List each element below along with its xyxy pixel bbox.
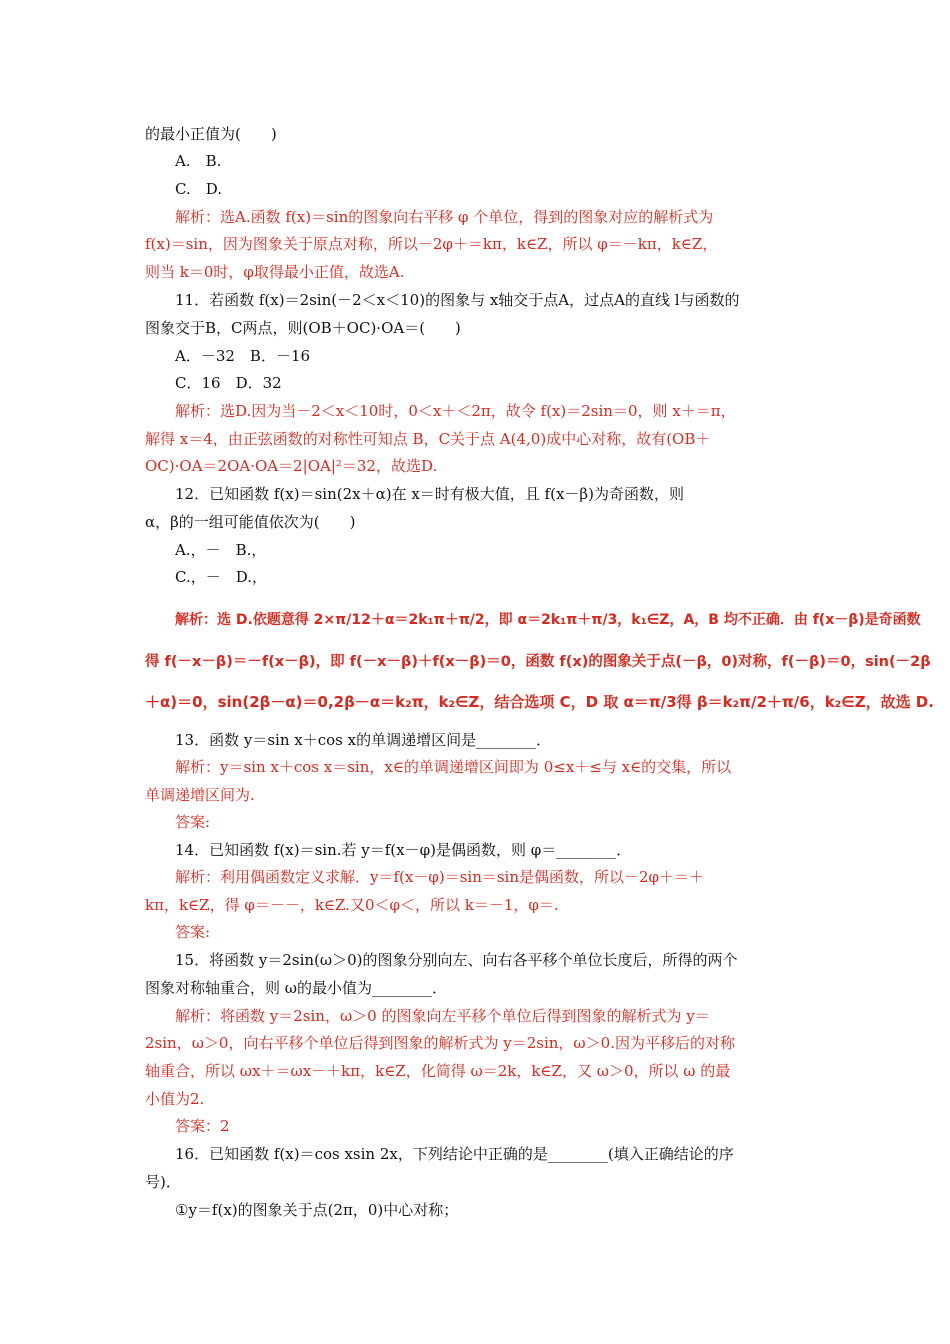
solution-line: OC)·OA＝2OA·OA＝2|OA|²＝32，故选D. — [145, 457, 438, 475]
solution-line: 解析：将函数 y＝2sin，ω＞0 的图象向左平移个单位后得到图象的解析式为 y＝ — [175, 1007, 710, 1025]
solution-line: 解析：利用偶函数定义求解．y＝f(x－φ)＝sin＝sin是偶函数，所以－2φ＋＝＋ — [175, 868, 705, 886]
question-line: 图象交于B，C两点，则(OB＋OC)·OA＝( ) — [145, 319, 461, 337]
solution-line: 则当 k＝0时，φ取得最小正值，故选A. — [145, 263, 405, 281]
solution-line: 小值为2. — [145, 1090, 205, 1108]
answer-line: 答案: — [175, 813, 211, 831]
question-line: 16．已知函数 f(x)＝cos xsin 2x，下列结论中正确的是________(填入正确结论的序 — [175, 1145, 734, 1163]
solution-line: 单调递增区间为. — [145, 786, 255, 804]
option-line: C.，－ D.， — [175, 568, 267, 586]
solution-line: 解得 x＝4，由正弦函数的对称性可知点 B，C关于点 A(4,0)成中心对称，故有(OB＋ — [145, 430, 711, 448]
option-line: ①y＝f(x)的图象关于点(2π，0)中心对称； — [175, 1201, 459, 1219]
question-line: 14．已知函数 f(x)＝sin.若 y＝f(x－φ)是偶函数，则 φ＝________． — [175, 841, 632, 859]
option-line: A.，－ B.， — [175, 541, 267, 559]
question-line: 号)． — [145, 1173, 181, 1191]
option-line: C．16 D．32 — [175, 374, 282, 392]
solution-line: kπ，k∈Z，得 φ＝－－，k∈Z.又0＜φ＜，所以 k＝－1，φ＝. — [145, 896, 559, 914]
text-line: C. D. — [175, 180, 222, 198]
solution-line: 解析：选A.函数 f(x)＝sin的图象向右平移 φ 个单位，得到的图象对应的解析式为 — [175, 208, 714, 226]
solution-line: f(x)＝sin，因为图象关于原点对称，所以－2φ＋＝kπ，k∈Z，所以 φ＝－kπ，k∈Z， — [145, 235, 718, 253]
question-line: α，β的一组可能值依次为( ) — [145, 513, 356, 531]
text-line: 的最小正值为( ) — [145, 125, 277, 143]
solution-line: 解析：选D.因为当－2＜x＜10时，0＜x＋＜2π，故令 f(x)＝2sin＝0，则 x＋＝π， — [175, 402, 736, 420]
solution-line: 得 f(－x－β)＝－f(x－β)，即 f(－x－β)＋f(x－β)＝0，函数 f(x)的图象关于点(－β，0)对称，f(－β)＝0，sin(－2β — [145, 654, 931, 670]
solution-line: ＋α)＝0，sin(2β－α)＝0,2β－α＝k₂π，k₂∈Z，结合选项 C，D 取 α＝π/3得 β＝k₂π/2＋π/6，k₂∈Z，故选 D. — [145, 693, 934, 711]
question-line: 图象对称轴重合，则 ω的最小值为________． — [145, 979, 448, 997]
question-line: 12．已知函数 f(x)＝sin(2x＋α)在 x＝时有极大值，且 f(x－β)为奇函数，则 — [175, 485, 684, 503]
question-line: 11．若函数 f(x)＝2sin(－2＜x＜10)的图象与 x轴交于点A，过点A的直线 l与函数的 — [175, 291, 740, 309]
answer-line: 答案: — [175, 923, 211, 941]
text-line: A. B. — [175, 152, 222, 170]
answer-line: 答案：2 — [175, 1117, 230, 1135]
solution-line: 解析：选 D.依题意得 2×π/12＋α＝2k₁π＋π/2，即 α＝2k₁π＋π/3，k₁∈Z，A，B 均不正确．由 f(x－β)是奇函数 — [175, 612, 921, 628]
question-line: 15．将函数 y＝2sin(ω＞0)的图象分别向左、向右各平移个单位长度后，所得的两个 — [175, 951, 738, 969]
question-line: 13．函数 y＝sin x＋cos x的单调递增区间是________． — [175, 731, 552, 749]
solution-line: 轴重合，所以 ωx＋＝ωx－＋kπ，k∈Z，化简得 ω＝2k，k∈Z，又 ω＞0，所以 ω 的最 — [145, 1062, 731, 1080]
option-line: A．－32 B．－16 — [175, 347, 311, 365]
solution-line: 解析：y＝sin x＋cos x＝sin，x∈的单调递增区间即为 0≤x＋≤与 x∈的交集，所以 — [175, 758, 732, 776]
solution-line: 2sin，ω＞0，向右平移个单位后得到图象的解析式为 y＝2sin，ω＞0.因为平移后的对称 — [145, 1034, 735, 1052]
